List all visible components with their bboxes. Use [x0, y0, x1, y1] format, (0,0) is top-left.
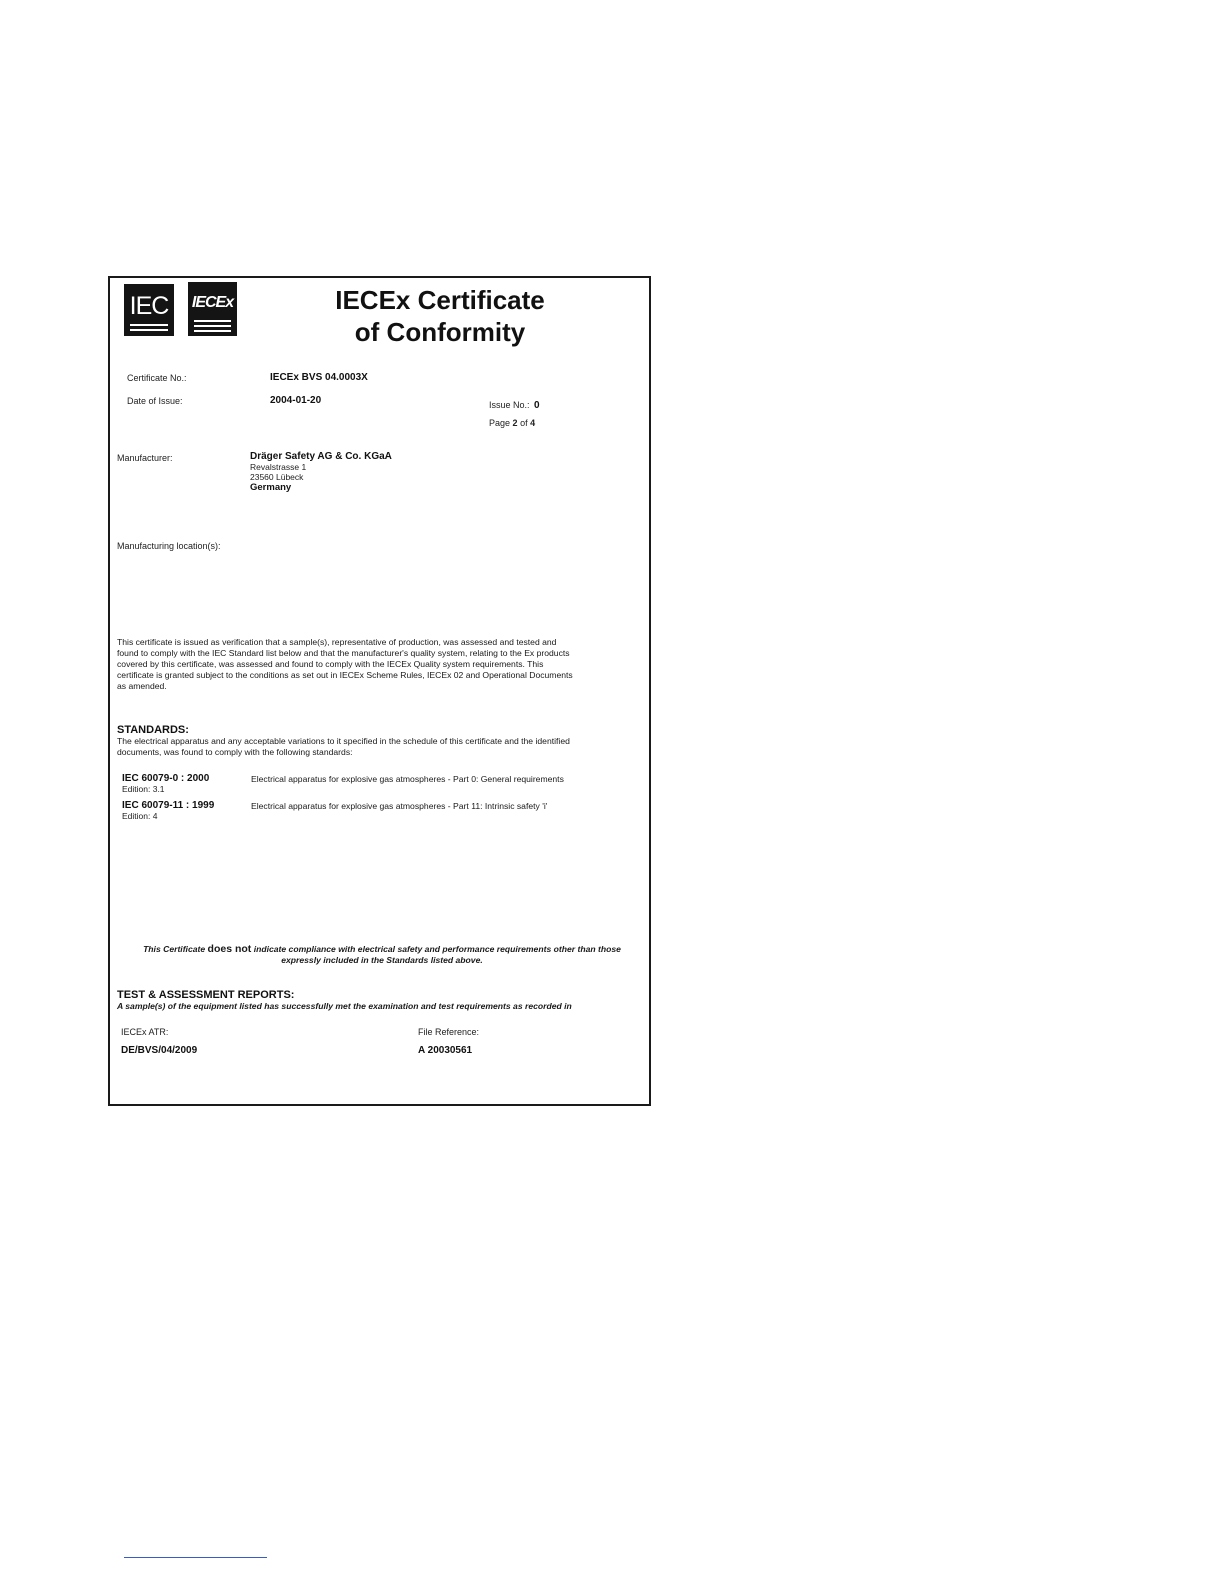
footnote-separator	[124, 1557, 267, 1558]
standard-description: Electrical apparatus for explosive gas atmospheres - Part 0: General requirements	[251, 774, 564, 784]
standard-item: IEC 60079-0 : 2000 Edition: 3.1	[122, 773, 210, 794]
test-reports-heading: TEST & ASSESSMENT REPORTS:	[117, 989, 295, 1001]
atr-label: IECEx ATR:	[121, 1027, 169, 1037]
iec-logo: IEC	[124, 284, 174, 336]
atr-value: DE/BVS/04/2009	[121, 1045, 198, 1056]
manufacturing-locations-label: Manufacturing location(s):	[117, 541, 221, 551]
manufacturer-address: Dräger Safety AG & Co. KGaA Revalstrasse 1 23560 Lübeck Germany	[250, 451, 392, 493]
verification-paragraph: This certificate is issued as verification that a sample(s), representative of production, was assessed and tested and found to comply with the IEC Standard list below and that the manufacturer's quality system, relating to the Ex products covered by this certificate, was assessed and found to comply with the IECEx Quality system requirements. This certificate is granted subject to the conditions as set out in IECEx Scheme Rules, IECEx 02 and Operational Documents as amended.	[117, 637, 573, 691]
certificate-no-label: Certificate No.:	[127, 373, 187, 383]
iecex-logo: IECEx	[188, 282, 237, 336]
standards-heading: STANDARDS:	[117, 724, 189, 736]
standards-intro: The electrical apparatus and any acceptable variations to it specified in the schedule of this certificate and the identified documents, was found to comply with the following standards:	[117, 736, 570, 757]
page-indicator: Page 2 of 4	[489, 418, 536, 428]
certificate-title: IECEx Certificate of Conformity	[335, 285, 545, 347]
certificate-no-value: IECEx BVS 04.0003X	[270, 372, 368, 383]
file-reference-value: A 20030561	[418, 1045, 473, 1056]
standard-description: Electrical apparatus for explosive gas atmospheres - Part 11: Intrinsic safety 'i'	[251, 801, 548, 811]
issue-no: Issue No.: 0	[489, 400, 540, 411]
manufacturer-label: Manufacturer:	[117, 453, 173, 463]
certificate-page	[108, 276, 651, 1106]
file-reference-label: File Reference:	[418, 1027, 480, 1037]
compliance-notice: This Certificate does not indicate compliance with electrical safety and performance requirements other than those expressly included in the Standards listed above.	[143, 943, 621, 965]
date-of-issue-label: Date of Issue:	[127, 396, 183, 406]
standard-item: IEC 60079-11 : 1999 Edition: 4	[122, 800, 215, 821]
test-reports-intro: A sample(s) of the equipment listed has successfully met the examination and test requirements as recorded in	[117, 1001, 572, 1011]
date-of-issue-value: 2004-01-20	[270, 395, 322, 406]
